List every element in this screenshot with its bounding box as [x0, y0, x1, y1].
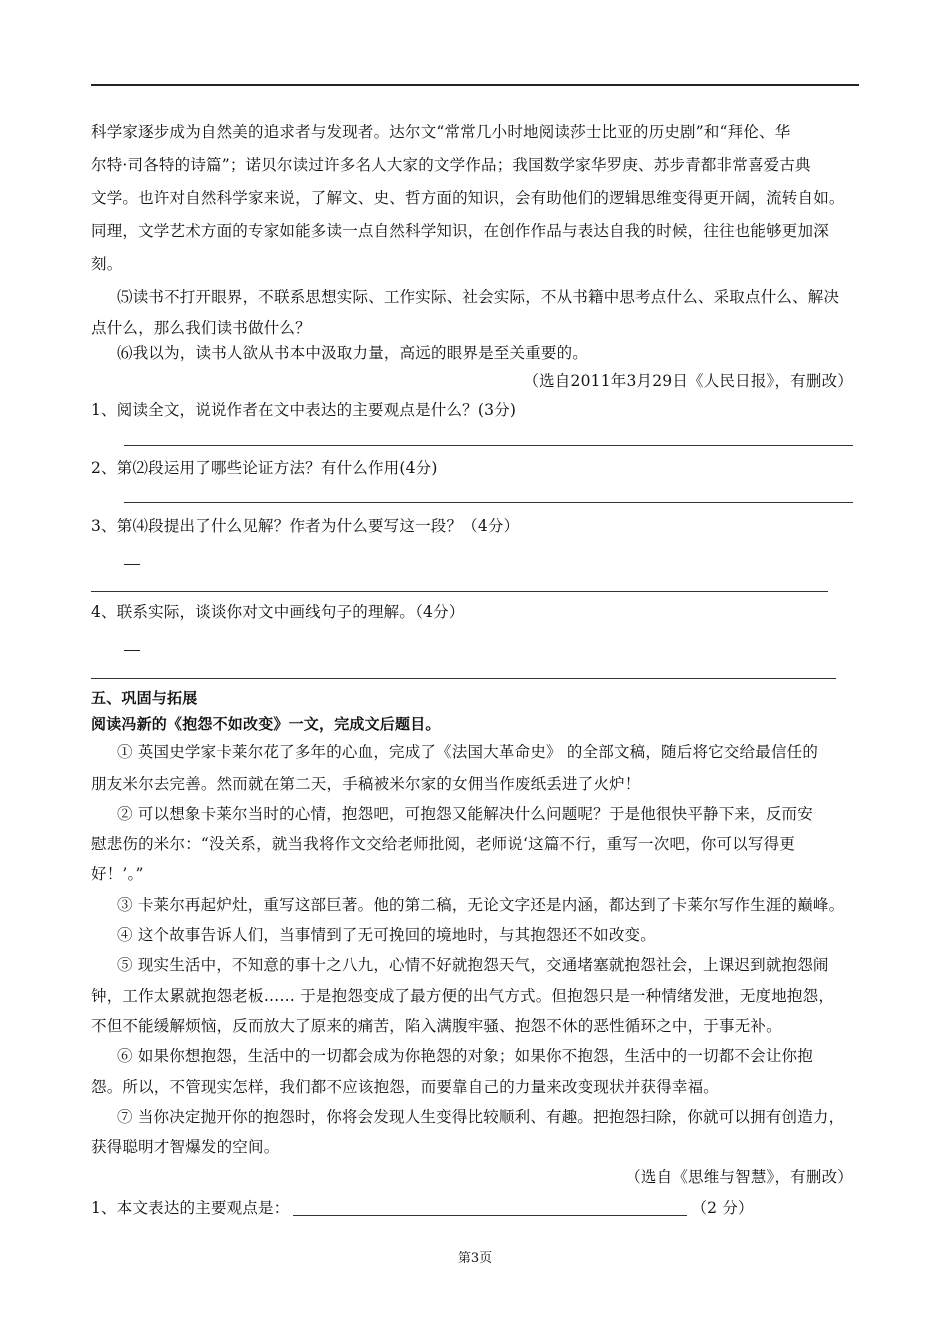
passage2-line: ③ 卡莱尔再起炉灶，重写这部巨著。他的第二稿，无论文字还是内涵，都达到了卡莱尔写作生涯的巅峰。: [117, 896, 845, 914]
question-5-1-prefix: 1、本文表达的主要观点是：: [91, 1199, 290, 1217]
passage2-line: ⑦ 当你决定抛开你的抱怨时，你将会发现人生变得比较顺利、有趣。把抱怨扫除，你就可以拥有创造力，: [117, 1108, 845, 1126]
source-citation-2: （选自《思维与智慧》，有删改）: [625, 1168, 853, 1186]
passage-line: 文学。也许对自然科学家来说，了解文、史、哲方面的知识，会有助他们的逻辑思维变得更开阔，流转自如。: [91, 189, 845, 207]
question-5-1-score: （2 分）: [691, 1199, 754, 1217]
passage2-line: 怨。所以，不管现实怎样，我们都不应该抱怨，而要靠自己的力量来改变现状并获得幸福。: [91, 1078, 720, 1096]
paragraph-6: ⑹我以为，读书人欲从书本中汲取力量，高远的眼界是至关重要的。: [117, 344, 589, 362]
passage2-line: 慰悲伤的米尔：“没关系，就当我将作文交给老师批阅，老师说‘这篇不行，重写一次吧，你可以写得更: [91, 835, 796, 853]
passage-line: 同理，文学艺术方面的专家如能多读一点自然科学知识，在创作作品与表达自我的时候，往往也能够更加深: [91, 222, 829, 240]
question-5-1: [91, 1198, 754, 1218]
answer-blank-5-1[interactable]: [293, 1215, 687, 1216]
answer-line-3[interactable]: [91, 591, 828, 592]
answer-line-2[interactable]: [124, 502, 853, 503]
passage-line: 刻。: [91, 255, 123, 273]
section-heading: 五、巩固与拓展: [91, 689, 198, 707]
passage-line: 尔特·司各特的诗篇”；诺贝尔读过许多名人大家的文学作品；我国数学家华罗庚、苏步青都非常喜爱古典: [91, 156, 811, 174]
answer-line-1[interactable]: [124, 445, 853, 446]
paragraph-5-cont: 点什么，那么我们读书做什么？: [91, 319, 311, 337]
header-rule: [91, 84, 859, 86]
passage2-line: ⑤ 现实生活中，不知意的事十之八九，心情不好就抱怨天气，交通堵塞就抱怨社会，上课迟到就抱怨闹: [117, 956, 829, 974]
answer-dash-3: [124, 564, 140, 565]
passage2-line: ② 可以想象卡莱尔当时的心情，抱怨吧，可抱怨又能解决什么问题呢？于是他很快平静下来，反而安: [117, 805, 813, 823]
paragraph-5: ⑸读书不打开眼界，不联系思想实际、工作实际、社会实际，不从书籍中思考点什么、采取点什么、解决: [117, 288, 840, 306]
passage2-line: ④ 这个故事告诉人们，当事情到了无可挽回的境地时，与其抱怨还不如改变。: [117, 926, 656, 944]
passage2-line: 钟，工作太累就抱怨老板…… 于是抱怨变成了最方便的出气方式。但抱怨只是一种情绪发泄，无度地抱怨，: [91, 987, 835, 1005]
passage2-line: 好！’。”: [91, 865, 144, 883]
passage-line: 科学家逐步成为自然美的追求者与发现者。达尔文“常常几小时地阅读莎士比亚的历史剧”和“拜伦、华: [91, 123, 791, 141]
answer-line-4[interactable]: [91, 678, 836, 679]
source-citation: （选自2011年3月29日《人民日报》，有删改）: [523, 372, 853, 390]
question-4: 4、联系实际，谈谈你对文中画线句子的理解。（4分）: [91, 603, 465, 621]
passage2-line: ⑥ 如果你想抱怨，生活中的一切都会成为你艳怨的对象；如果你不抱怨，生活中的一切都不会让你抱: [117, 1047, 813, 1065]
passage2-line: 不但不能缓解烦恼，反而放大了原来的痛苦，陷入满腹牢骚、抱怨不休的恶性循环之中，于事无补。: [91, 1017, 782, 1035]
answer-dash-4: [124, 650, 140, 651]
question-3: 3、第⑷段提出了什么见解？作者为什么要写这一段？（4分）: [91, 517, 520, 535]
page-number: 第3页: [457, 1251, 493, 1266]
passage2-line: ① 英国史学家卡莱尔花了多年的心血，完成了《法国大革命史》 的全部文稿，随后将它交给最信任的: [117, 743, 819, 761]
section-instruction: 阅读冯新的《抱怨不如改变》一文，完成文后题目。: [91, 715, 441, 733]
passage2-line: 获得聪明才智爆发的空间。: [91, 1138, 280, 1156]
question-1: 1、阅读全文，说说作者在文中表达的主要观点是什么？(3分): [91, 401, 517, 419]
passage2-line: 朋友米尔去完善。然而就在第二天，手稿被米尔家的女佣当作废纸丢进了火炉！: [91, 775, 641, 793]
question-2: 2、第⑵段运用了哪些论证方法？有什么作用(4分): [91, 459, 438, 477]
